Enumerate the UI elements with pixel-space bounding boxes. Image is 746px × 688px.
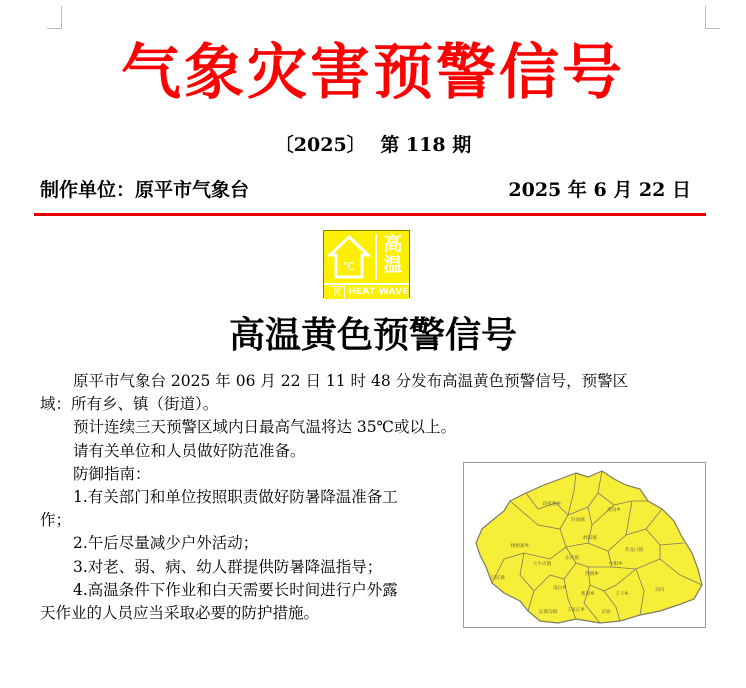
- header-divider: [34, 213, 706, 216]
- warning-title: 高温黄色预警信号: [228, 315, 517, 356]
- body-line: 预计连续三天预警区域内日最高气温将达 35℃或以上。: [73, 418, 456, 437]
- body-line: 请有关单位和人员做好防范准备。: [73, 441, 306, 460]
- map-region-label: 楼板寨乡: [510, 544, 530, 549]
- document-title: 气象灾害预警信号: [121, 38, 625, 108]
- body-line: 2.午后尽量减少户外活动；: [73, 534, 259, 553]
- map-region-label: 沿沟乡: [607, 508, 621, 513]
- issue-no: 第 118 期: [380, 134, 472, 156]
- map-region-label: 闫庄镇: [491, 576, 505, 581]
- issue-number: [0, 132, 746, 158]
- heat-wave-yellow-badge: [323, 230, 410, 298]
- body-line: 天作业的人员应当采取必要的防护措施。: [40, 603, 320, 622]
- heat-thermometer-house-icon: [327, 234, 371, 280]
- body-line: 4.高温条件下作业和白天需要长时间进行户外露: [73, 580, 398, 599]
- warning-area-map: [463, 462, 706, 628]
- body-line: 3.对老、弱、病、幼人群提供防暑降温指导；: [73, 557, 383, 576]
- map-region-label: 段家堡乡: [542, 502, 562, 507]
- badge-char-1: 高: [383, 233, 403, 255]
- badge-english: HEAT WAVE: [348, 287, 409, 297]
- body-line: 1.有关部门和单位按照职责做好防暑降温准备工: [73, 487, 398, 506]
- map-region-label: 长梁沟镇: [538, 610, 558, 615]
- map-region-label: 子干乡: [615, 592, 629, 597]
- map-region-label: 京原: [601, 610, 611, 615]
- issue-date: 2025 年 6 月 22 日: [508, 179, 691, 201]
- map-region-label: 大牛店镇: [532, 562, 552, 567]
- map-region-label: 西镇乡: [585, 572, 599, 577]
- map-region-label: 崞阳镇: [583, 536, 597, 541]
- issue-year: 〔2025〕: [274, 134, 366, 156]
- body-line: 原平市气象台 2025 年 06 月 22 日 11 时 48 分发布高温黄色预警信号，预警区: [73, 372, 629, 390]
- map-region-label: 同川: [655, 588, 665, 593]
- map-region-label: 南白乡: [553, 586, 567, 591]
- badge-footer: [324, 283, 409, 299]
- map-region-label: 王家庄乡: [566, 608, 586, 613]
- map-region-label: 轩岗镇: [571, 518, 585, 523]
- map-region-label: 东社镇: [565, 556, 579, 561]
- body-line: 域：所有乡、镇（街道）。: [40, 395, 219, 414]
- region-map-graphic: [464, 463, 705, 627]
- badge-chars: [375, 234, 409, 280]
- body-line: 防御指南：: [73, 464, 151, 483]
- page-crop-mark-right: [705, 6, 720, 29]
- badge-level: 黄: [329, 286, 345, 300]
- map-region-label: 新原乡: [581, 592, 595, 597]
- map-region-label: 苏龙口镇: [624, 548, 644, 553]
- celsius-symbol: ℃: [342, 260, 356, 273]
- body-line: 作；: [40, 511, 72, 530]
- map-region-label: 中阳乡: [609, 562, 623, 567]
- issuing-unit: 制作单位：原平市气象台: [40, 179, 250, 201]
- page-crop-mark-left: [47, 6, 62, 29]
- badge-char-2: 温: [383, 254, 403, 276]
